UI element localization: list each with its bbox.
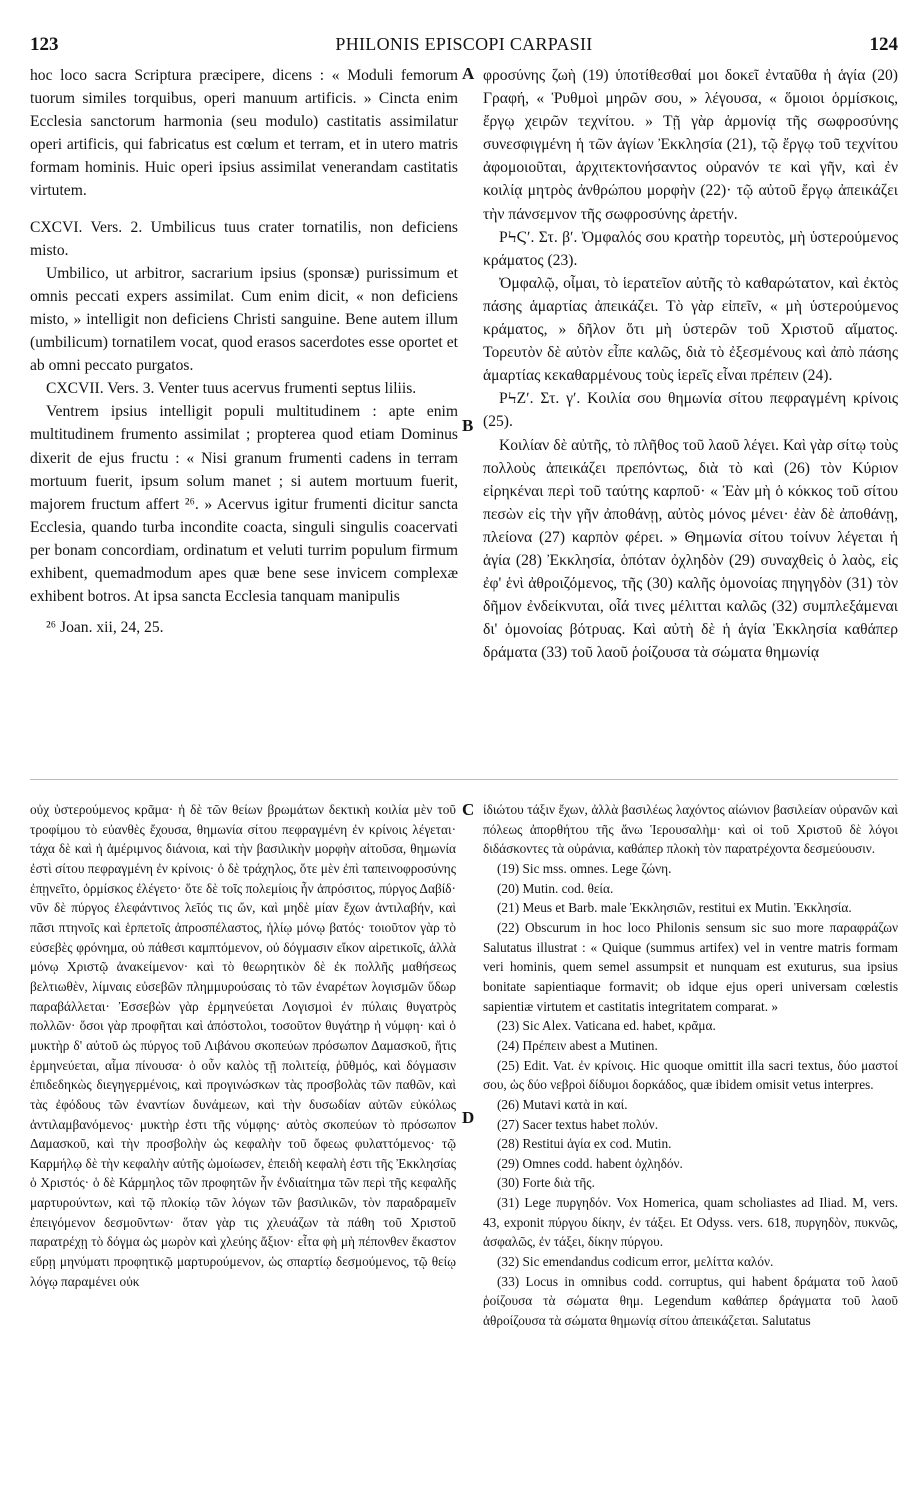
note-item: (29) Omnes codd. habent ὀχληδόν. <box>497 1155 683 1171</box>
verse-heading: CXCVI. Vers. 2. Umbilicus tuus crater tornatilis, non deficiens misto. <box>30 218 458 259</box>
notes-column <box>483 800 898 1331</box>
greek-commentary-column <box>30 800 456 1291</box>
margin-letter-c: C <box>462 800 475 819</box>
greek-column <box>483 64 898 664</box>
note-item: (26) Mutavi κατὰ in καί. <box>497 1096 628 1112</box>
running-header <box>30 34 898 56</box>
greek-paragraph: Ὀμφαλῷ, οἶμαι, τὸ ἱερατεῖον αὐτῆς τὸ καθαρώτατον, καὶ ἐκτὸς πάσης ἁμαρτίας ἀπεικάζει. Τὸ γὰρ εἰπεῖν, « μὴ ὑστερούμενος κράματος, » δῆλον ὅτι μὴ ὑστερῶν τοῦ Χριστοῦ αἵματος. Τορευτὸν δὲ αὐτὸν εἶπε καλῶς, διὰ τὸ ἐξεσμένους καὶ ἀπὸ πάσης ἁμαρτίας κεκαθαρμένους τοὺς ἱερεῖς εἶναι πρέπειν (24). <box>483 274 898 385</box>
note-item: (22) Obscurum in hoc loco Philonis sensum sic suo more παραφράζων Salutatus illustrat : « Quique (summus artifex) vel in ventre matris formam veri hominis, quem semel assumpsit et nunquam est exuturus, sua ipsius bonitate sapientiaque formavit; ob idque ejus operi universam cœlestis sapientiæ virtutem et castitatis integritatem comparat. » <box>483 919 898 1014</box>
latin-paragraph: Ventrem ipsius intelligit populi multitudinem : apte enim multitudinem frumento assimilat ; propterea quod etiam Dominus dixerit de ejus fructu : « Nisi granum frumenti cadens in terram mortuum fuerit, ipsum solum manet ; si autem mortuum fuerit, majorem fructum affert ²⁶. » Acervus igitur frumenti dicitur sancta Ecclesia, quando turba incondite coacta, singuli singulis coacervati per bonam concordiam, ordinatum et veluti turrim populum firmum exhibent, quemadmodum apes quæ bene sese invicem complexæ exhibent botros. At ipsa sancta Ecclesia tanquam manipulis <box>30 403 458 606</box>
running-title: PHILONIS EPISCOPI CARPASII <box>335 34 593 54</box>
note-item: (20) Mutin. cod. θεία. <box>497 880 614 896</box>
latin-footnote: ²⁶ Joan. xii, 24, 25. <box>46 619 164 637</box>
section-divider <box>30 779 898 780</box>
note-item: (32) Sic emendandus codicum error, μελίττα καλόν. <box>497 1254 774 1270</box>
note-item: (24) Πρέπειν abest a Mutinen. <box>497 1037 658 1053</box>
note-item: (19) Sic mss. omnes. Lege ζώνη. <box>497 860 672 876</box>
latin-paragraph: hoc loco sacra Scriptura præcipere, dicens : « Moduli femorum tuorum similes torquibus, operi manuum artificis. » Cincta enim Ecclesia sanctorum harmonia (seu modulo) castitatis assimilatur operi artificis, qui fabricatus est cœlum et terram, et in utero matris formam hominis. Huic operi ipsius assimilat venerandam castitatis virtutem. <box>30 67 458 200</box>
page-number-right: 124 <box>869 34 898 55</box>
verse-heading: ΡϞϚʹ. Στ. βʹ. Ὀμφαλός σου κρατὴρ τορευτὸς, μὴ ὑστερούμενος κράματος (23). <box>483 228 898 269</box>
note-item: (33) Locus in omnibus codd. corruptus, qui habent δράματα τοῦ λαοῦ ῥοίζουσα τὰ σώματα θημ. Legendum καθάπερ δράγματα τοῦ λαοῦ ἀθροίζουσα τὰ σώματα θημωνίᾳ σίτου ἀπεικάζεται. Salutatus <box>483 1273 898 1329</box>
verse-heading: CXCVII. Vers. 3. Venter tuus acervus frumenti septus liliis. <box>46 380 417 398</box>
note-item: (25) Edit. Vat. ἐν κρίνοις. Hic quoque omittit illa sacri textus, δύο μαστοί σου, ὡς δύο νεβροὶ δίδυμοι δορκάδος, quæ ibidem omisit vetus interpres. <box>483 1057 898 1093</box>
margin-letter-d: D <box>462 1108 475 1127</box>
note-item: (21) Meus et Barb. male Ἐκκλησιῶν, restitui ex Mutin. Ἐκκλησία. <box>497 900 852 916</box>
latin-paragraph: Umbilico, ut arbitror, sacrarium ipsius (sponsæ) purissimum et omnis peccati expers assimilat. Cum enim dicit, « non deficiens misto, » intelligit non deficiens Christi sanguine. Bene autem illum (umbilicum) tornatilem vocat, quod erasos sacerdotes esse oportet et ab omni peccato purgatos. <box>30 264 458 375</box>
greek-commentary: οὐχ ὑστερούμενος κρᾶμα· ἡ δὲ τῶν θείων βρωμάτων δεκτικὴ κοιλία μὲν τοῦ τροφίμου τὸ εὐανθὲς ἔχουσα, θημωνία σίτου πεφραγμένη ἐν κρίνοις λέγεται· τάχα δὲ καὶ ἡ ἀμέριμνος διάνοια, καὶ τὴν βασιλικὴν μορφὴν αἰτοῦσα, θημωνία ἐστὶ σίτου πεφραγμένη ἐν κρίνοις· ὁ δὲ τράχηλος, ὅτε μὲν ἐπὶ ταπεινοφροσύνης ἐπῃνεῖτο, ὁρμίσκος ἐλέγετο· ὅτε δὲ τοῖς πολεμίοις ἦν ἀπρόσιτος, πύργος Δαβίδ· νῦν δὲ πύργος ἐλεφάντινος λεῖός τις ὤν, καὶ μηδὲ μίαν ἔχων ἀντιλαβήν, καὶ πᾶσι πτηνοῖς καὶ ἑρπετοῖς ἀπροσπέλαστος, ἡλίῳ μόνῳ βατός· τοιοῦτον γὰρ τὸ εὐσεβὲς φρόνημα, οὐ πάθεσι καμπτόμενον, οὐ δόγμασιν εἴκον αἱρετικοῖς, ἀλλὰ μόνῳ Χριστῷ ἀνακείμενον· καὶ τὸ θεωρητικὸν δὲ ἐκ πολλῆς μαθήσεως βελτιωθὲν, λίμναις εὐσεβῶν πλημμυρούσαις τὸ τῶν ἐναρέτων λογισμῶν ὕδωρ παραβάλλεται· Ἐσσεβὼν γὰρ ἑρμηνεύεται Λογισμοὶ ἐν πύλαις θυγατρὸς πολλῶν· ὅσοι γὰρ προφῆται καὶ ἀπόστολοι, τοσοῦτον θυγάτηρ ἡ νύμφη· καὶ ὁ μυκτὴρ δ' αὐτοῦ ὡς πύργος τοῦ Λιβάνου σκοπεύων πρόσωπον Δαμασκοῦ, ἥτις ἑρμηνεύεται, αἷμα πίνουσα· ὁ οὖν καλὸς τῇ πολιτείᾳ, ῥῦθμός, καὶ δόγμασιν ἐπιδεδηκὼς διεγηγερμένοις, καὶ προγινώσκων τὰς προσβολὰς τῶν παθῶν, καὶ τὰς ἐφόδους τῶν ἐναντίων δυνάμεων, καὶ τὴν δυσωδίαν αὐτῶν εὐκόλως ἀντιλαμβανόμενος· μυκτὴρ ἐστι τῆς νύμφης· αὐτὸς σκοπεύων τὸ πρόσωπον Δαμασκοῦ, καὶ τὴν προσβολὴν ὡς κεφαλὴν τοῦ ὄφεως φυλαττόμενος· τῷ Καρμήλῳ δὲ τὴν κεφαλὴν αὐτῆς ὡμοίωσεν, ἐπειδὴ κεφαλὴ ἐστι τῆς Ἐκκλησίας ὁ Χριστός· ὁ δὲ Κάρμηλος τῶν προφητῶν ἦν ἐνδιαίτημα τῶν περὶ τῆς κεφαλῆς μαρτυρούντων, καὶ τῷ πλοκίῳ τῶν λόγων τῶν βασιλικῶν, τὸν παραδραμεῖν ἐπειγόμενον δεσμοῦντων· ὅταν γὰρ τις χλευάζων τὰ πάθη τοῦ Χριστοῦ παρατρέχῃ τὸ δόγμα ὡς μωρὸν καὶ χλεύης ἄξιον· εἶτα φὴ μὴ πέπονθεν ἕκαστον εὕρῃ μηνύματι προφητικῷ μαρτυρούμενον, ὡς σπαρτίῳ δεσμούμενος, τῷ θείῳ λόγῳ παραμένει οὐκ <box>30 802 456 1289</box>
note-item: (28) Restitui ἁγία ex cod. Mutin. <box>497 1136 672 1152</box>
greek-paragraph: Κοιλίαν δὲ αὐτῆς, τὸ πλῆθος τοῦ λαοῦ λέγει. Καὶ γὰρ σίτῳ τοὺς πολλοὺς ἀπεικάζει πρεπόντως, διὰ τὸ καὶ (26) τὸν Κύριον εἰρηκέναι περὶ τοῦ ταύτης καρποῦ· « Ἐὰν μὴ ὁ κόκκος τοῦ σίτου πεσὼν εἰς τὴν γῆν ἀποθάνῃ, αὐτὸς μόνος μένει· ἐὰν δὲ ἀποθάνῃ, πλείονα (27) καρπὸν φέρει. » Θημωνία σίτου τοίνυν λέγεται ἡ ἁγία (28) Ἐκκλησία, ὁπόταν ὀχληδὸν (29) συναχθεὶς ὁ λαὸς, εἰς ἐφ' ἑνὶ ἀθροιζόμενος, τῆς (30) καλῆς ὁμονοίας πηγηγδὸν (31) τὸν δῆμον ἐνδείκνυται, οἷά τινες μέλιτται καλῶς (32) συμπλεξάμεναι δι' ὁμονοίας βότρυας. Καὶ αὐτὴ δὲ ἡ ἁγία Ἐκκλησία καθάπερ δράματα (33) τοῦ λαοῦ ῥοίζουσα τὰ σώματα θημωνίᾳ <box>483 436 898 662</box>
note-item: (23) Sic Alex. Vaticana ed. habet, κρᾶμα. <box>497 1018 716 1034</box>
note-item: (27) Sacer textus habet πολύν. <box>497 1116 659 1132</box>
greek-commentary-continued: ἰδιώτου τάξιν ἔχων, ἀλλὰ βασιλέως λαχόντος αἰώνιον βασιλείαν οὐρανῶν καὶ πόλεως ἀπορθήτου τῆς ἄνω Ἱερουσαλὴμ· καὶ οἱ τοῦ Χριστοῦ δὲ λόγοι διδάσκοντες τὰ οὐράνια, καθάπερ πλοκὴ τὸν παρατρέχοντα δεσμεύουσιν. <box>483 802 898 857</box>
margin-letter-a: A <box>462 64 475 83</box>
margin-letter-b: B <box>462 416 474 435</box>
page-number-left: 123 <box>30 34 59 55</box>
note-item: (30) Forte διὰ τῆς. <box>497 1175 595 1191</box>
latin-column <box>30 64 458 639</box>
greek-paragraph: φροσύνης ζωὴ (19) ὑποτίθεσθαί μοι δοκεῖ ἐνταῦθα ἡ ἁγία (20) Γραφή, « Ῥυθμοὶ μηρῶν σου, » λέγουσα, « ὅμοιοι ὁρμίσκοις, ἔργῳ χειρῶν τεχνίτου. » Τῇ γὰρ ἁρμονίᾳ τῆς σωφροσύνης συνεσφιγμένη ἡ τῶν ἁγίων Ἐκκλησία (21), τῷ ἔργῳ τοῦ τεχνίτου ἀφομοιοῦται, ἀρχιτεκτονήσαντος οὐρανόν τε καὶ γῆν, καὶ ἐν κοιλίᾳ μητρὸς ἀνθρώπου μορφὴν (22)· τῷ αὐτοῦ ἔργῳ ἀπεικάζει τὴν πάνσεμνον τῆς σωφροσύνης ἀρετήν. <box>483 67 898 223</box>
verse-heading: ΡϞΖʹ. Στ. γʹ. Κοιλία σου θημωνία σίτου πεφραγμένη κρίνοις (25). <box>483 390 898 431</box>
note-item: (31) Lege πυργηδόν. Vox Homerica, quam scholiastes ad Iliad. M, vers. 43, exponit πύργου δίκην, ἐν τάξει. Et Odyss. vers. 618, πυργηδὸν, πυκνῶς, ἀσφαλῶς, ἐν τάξει, δίκην πύργου. <box>483 1195 898 1250</box>
